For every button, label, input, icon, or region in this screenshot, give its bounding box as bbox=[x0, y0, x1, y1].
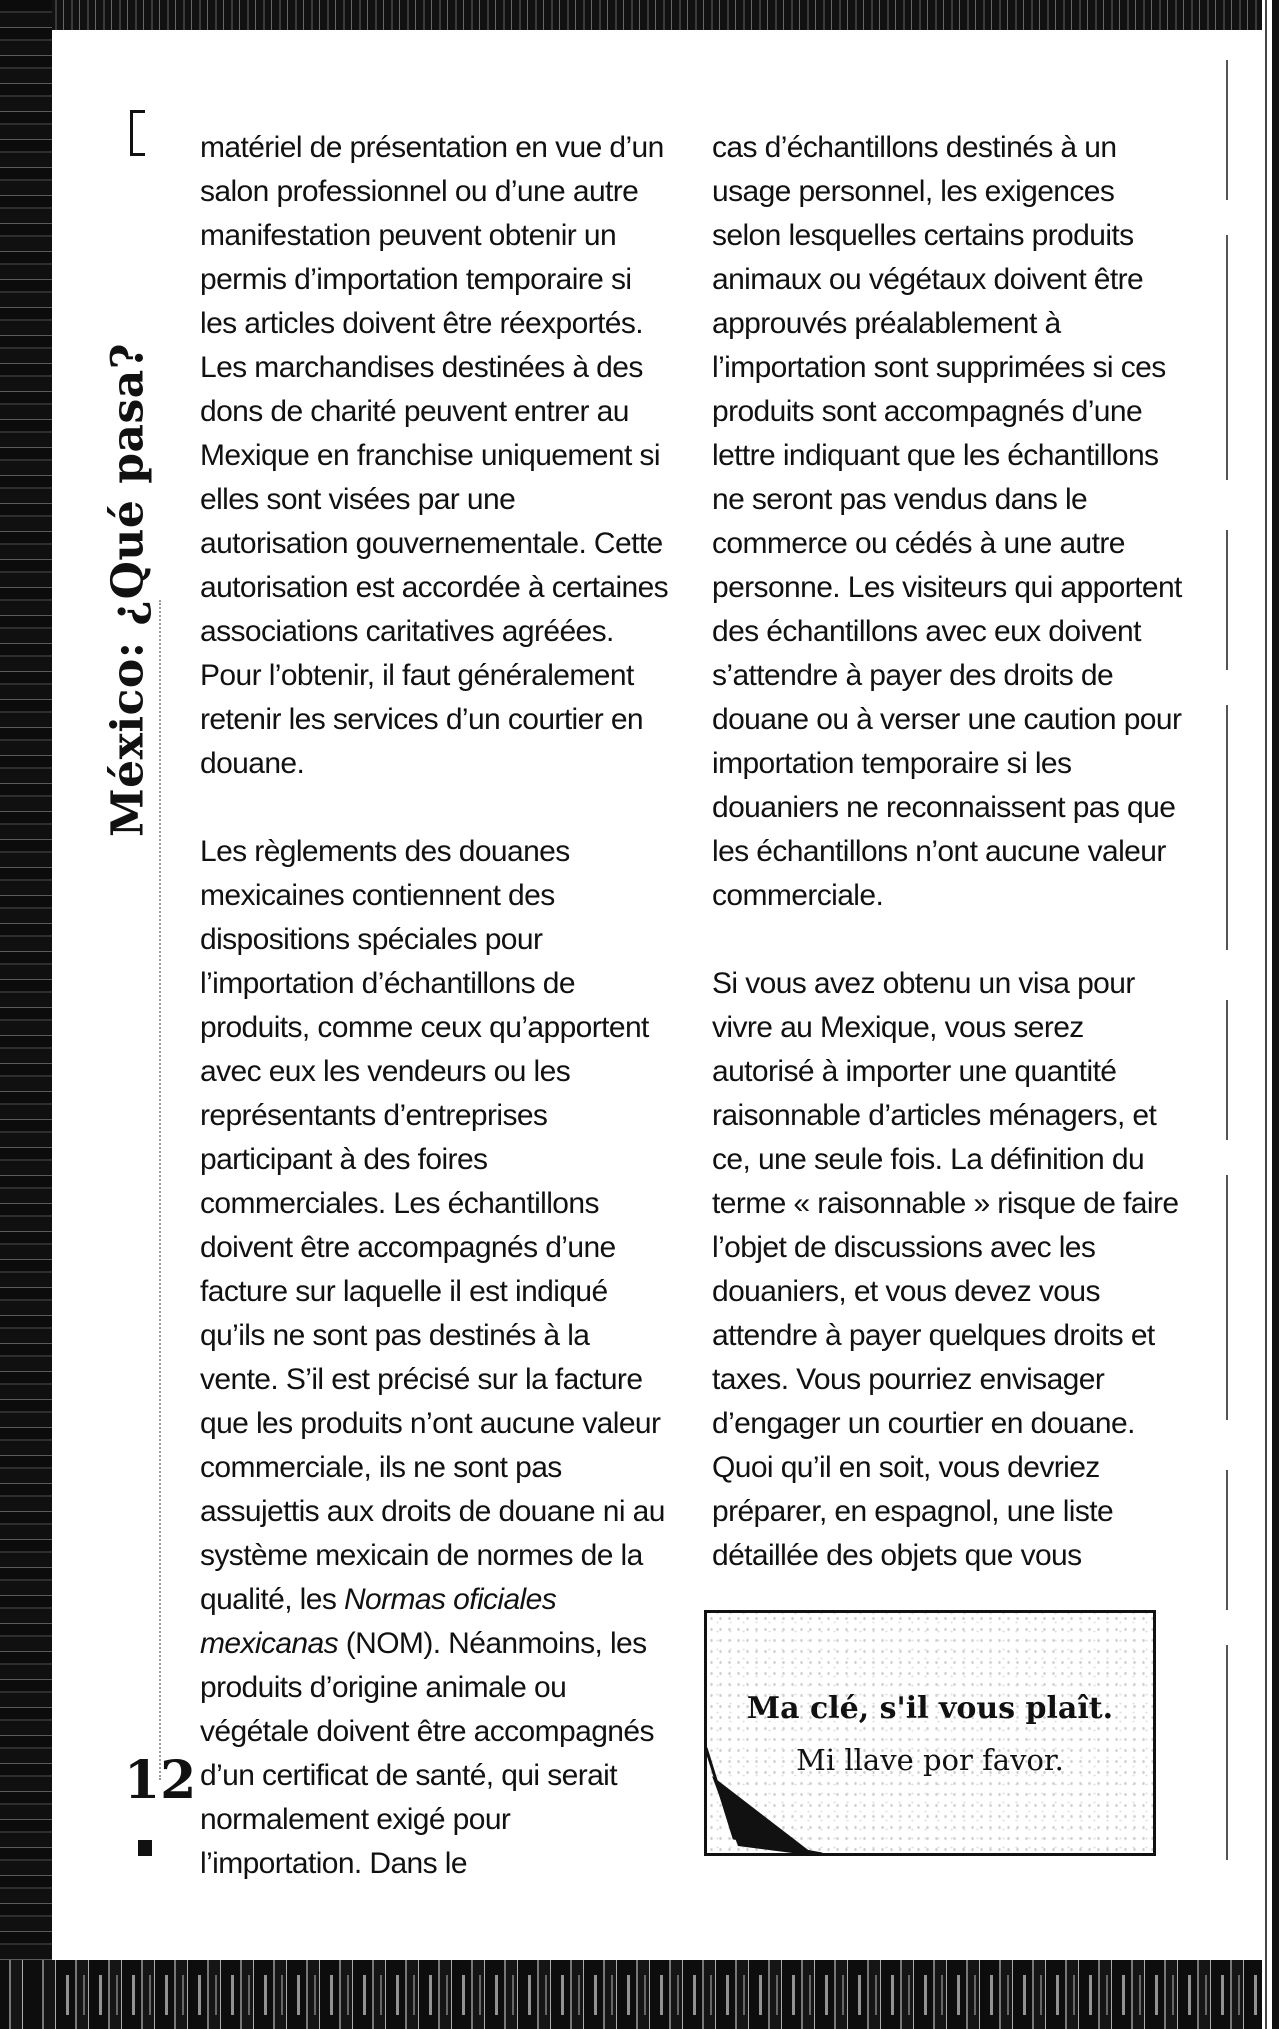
callout-spanish-phrase: Mi llave por favor. bbox=[796, 1743, 1064, 1777]
right-column bbox=[712, 126, 1182, 1622]
phrase-callout-box bbox=[704, 1610, 1156, 1856]
left-paragraph-2-text-b: (NOM). Néanmoins, les produits d’origine animale ou végétale doivent être accompagnés d’un certificat de santé, qui serait normalement exigé pour l’importation. Dans le bbox=[200, 1627, 654, 1880]
right-paragraph-2: Si vous avez obtenu un visa pour vivre au Mexique, vous serez autorisé à importer une quantité raisonnable d’articles ménagers, et ce, une seule fois. La définition du terme « raisonnable » risque de faire l’objet de discussions avec les douaniers, et vous devez vous attendre à payer quelques droits et taxes. Vous pourriez envisager d’engager un courtier en douane. Quoi qu’il en soit, vous devriez préparer, en espagnol, une liste détaillée des objets que vous bbox=[712, 967, 1179, 1572]
scan-border-top bbox=[0, 0, 1279, 30]
running-header-title: México: ¿Qué pasa? bbox=[102, 342, 154, 838]
scan-border-bottom-texture bbox=[52, 1975, 1279, 2015]
right-paragraph-1: cas d’échantillons destinés à un usage personnel, les exigences selon lesquelles certains produits animaux ou végétaux doivent être approuvés préalablement à l’importation sont supprimées si ces produits sont accompagnés d’une lettre indiquant que les échantillons ne seront pas vendus dans le commerce ou cédés à une autre personne. Les visiteurs qui apportent des échantillons avec eux doivent s’attendre à payer des droits de douane ou à verser une caution pour importation temporaire si les douaniers ne reconnaissent pas que les échantillons n’ont aucune valeur commerciale. bbox=[712, 131, 1182, 912]
header-dotted-rule bbox=[159, 600, 161, 1780]
callout-french-phrase: Ma clé, s'il vous plaît. bbox=[746, 1691, 1114, 1726]
page-number: 12 bbox=[124, 1750, 197, 1811]
scan-border-right bbox=[1262, 0, 1279, 2029]
scan-border-left bbox=[0, 0, 52, 2029]
header-bracket-mark bbox=[130, 110, 145, 156]
left-paragraph-2 bbox=[200, 830, 670, 1886]
left-paragraph-2-italic: Normas oficiales mexicanas bbox=[200, 1583, 557, 1660]
left-column bbox=[200, 126, 670, 1930]
page-number-mark bbox=[138, 1840, 152, 1856]
right-margin-rule bbox=[1226, 60, 1228, 1860]
left-paragraph-2-text-a: Les règlements des douanes mexicaines contiennent des dispositions spéciales pour l’importation d’échantillons de produits, comme ceux qu’apportent avec eux les vendeurs ou les représentants d’entreprises participant à des foires commerciales. Les échantillons doivent être accompagnés d’une facture sur laquelle il est indiqué qu’ils ne sont pas destinés à la vente. S’il est précisé sur la facture que les produits n’ont aucune valeur commerciale, ils ne sont pas assujettis aux droits de douane ni au système mexicain de normes de la qualité, les bbox=[200, 835, 665, 1616]
left-paragraph-1: matériel de présentation en vue d’un salon professionnel ou d’une autre manifestation peuvent obtenir un permis d’importation temporaire si les articles doivent être réexportés. Les marchandises destinées à des dons de charité peuvent entrer au Mexique en franchise uniquement si elles sont visées par une autorisation gouvernementale. Cette autorisation est accordée à certaines associations caritatives agréées. Pour l’obtenir, il faut généralement retenir les services d’un courtier en douane. bbox=[200, 131, 669, 780]
